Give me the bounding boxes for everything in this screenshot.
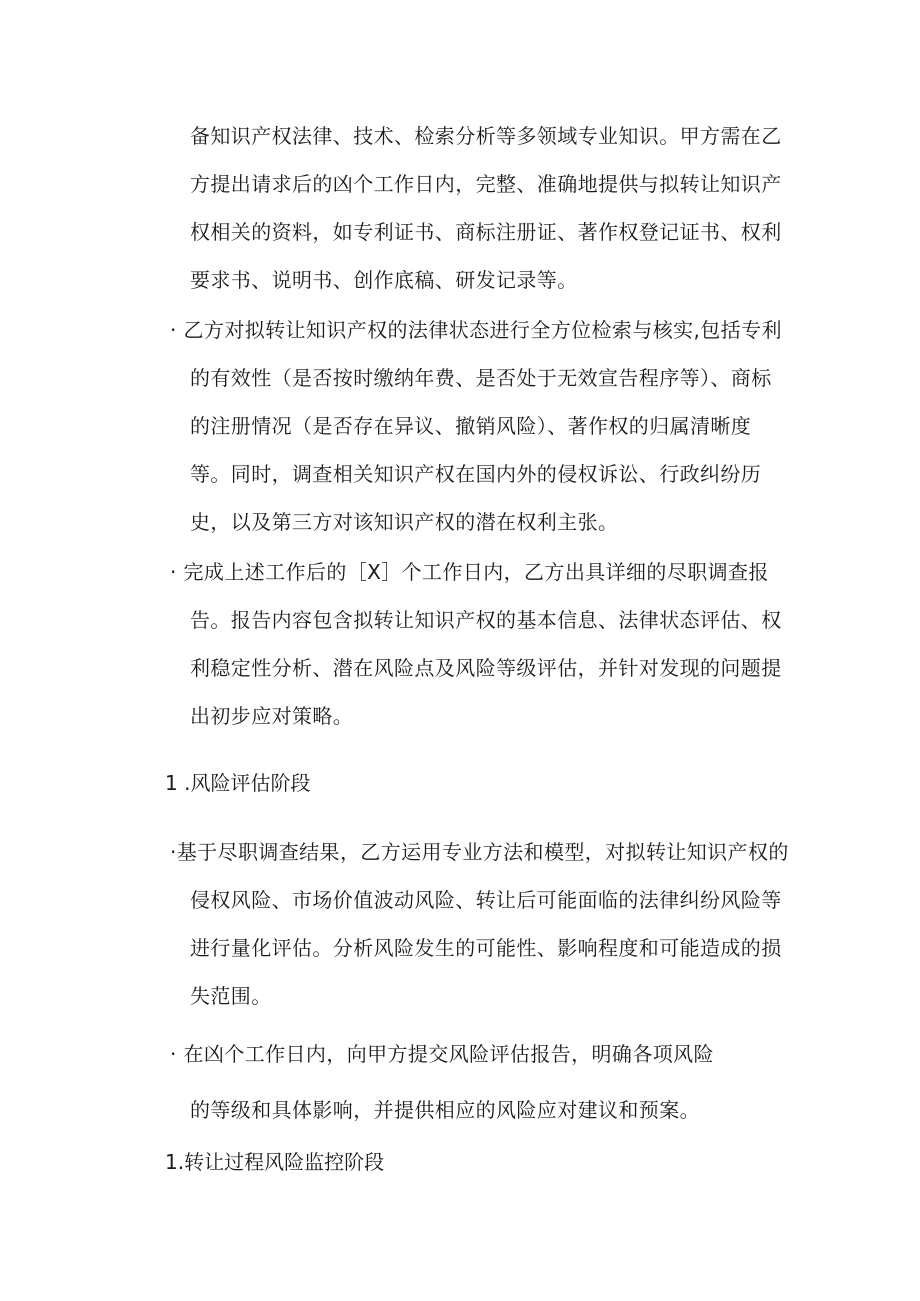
section-heading: 1.转让过程风险监控阶段 <box>165 1150 385 1174</box>
paragraph-line: 出初步应对策略。 <box>190 704 354 728</box>
bullet-line: ·基于尽职调查结果，乙方运用专业方法和模型，对拟转让知识产权的 <box>170 840 789 864</box>
paragraph-line: 等。同时，调查相关知识产权在国内外的侵权诉讼、行政纠纷历 <box>190 462 762 486</box>
paragraph-line: 史，以及第三方对该知识产权的潜在权利主张。 <box>190 510 619 534</box>
paragraph-line: 的有效性（是否按时缴纳年费、是否处于无效宣告程序等）、商标 <box>190 366 772 390</box>
paragraph-line: 利稳定性分析、潜在风险点及风险等级评估，并针对发现的问题提 <box>190 656 782 680</box>
paragraph-line: 的等级和具体影响，并提供相应的风险应对建议和预案。 <box>190 1098 700 1122</box>
section-heading: 1 .风险评估阶段 <box>165 771 311 795</box>
paragraph-line: 告。报告内容包含拟转让知识产权的基本信息、法律状态评估、权 <box>190 608 782 632</box>
bullet-line: · 在凶个工作日内，向甲方提交风险评估报告，明确各项风险 <box>170 1042 714 1066</box>
bullet-line: · 乙方对拟转让知识产权的法律状态进行全方位检索与核实,包括专利 <box>170 318 782 342</box>
paragraph-line: 权相关的资料，如专利证书、商标注册证、著作权登记证书、权利 <box>190 220 782 244</box>
paragraph-line: 失范围。 <box>190 984 272 1008</box>
paragraph-line: 侵权风险、市场价值波动风险、转让后可能面临的法律纠纷风险等 <box>190 888 782 912</box>
paragraph-line: 备知识产权法律、技术、检索分析等多领域专业知识。甲方需在乙 <box>190 124 782 148</box>
paragraph-line: 进行量化评估。分析风险发生的可能性、影响程度和可能造成的损 <box>190 936 782 960</box>
bullet-line: · 完成上述工作后的［X］个工作日内，乙方出具详细的尽职调查报 <box>170 560 769 584</box>
paragraph-line: 的注册情况（是否存在异议、撤销风险）、著作权的归属清晰度 <box>190 414 752 438</box>
paragraph-line: 方提出请求后的凶个工作日内，完整、准确地提供与拟转让知识产 <box>190 172 782 196</box>
paragraph-line: 要求书、说明书、创作底稿、研发记录等。 <box>190 268 578 292</box>
